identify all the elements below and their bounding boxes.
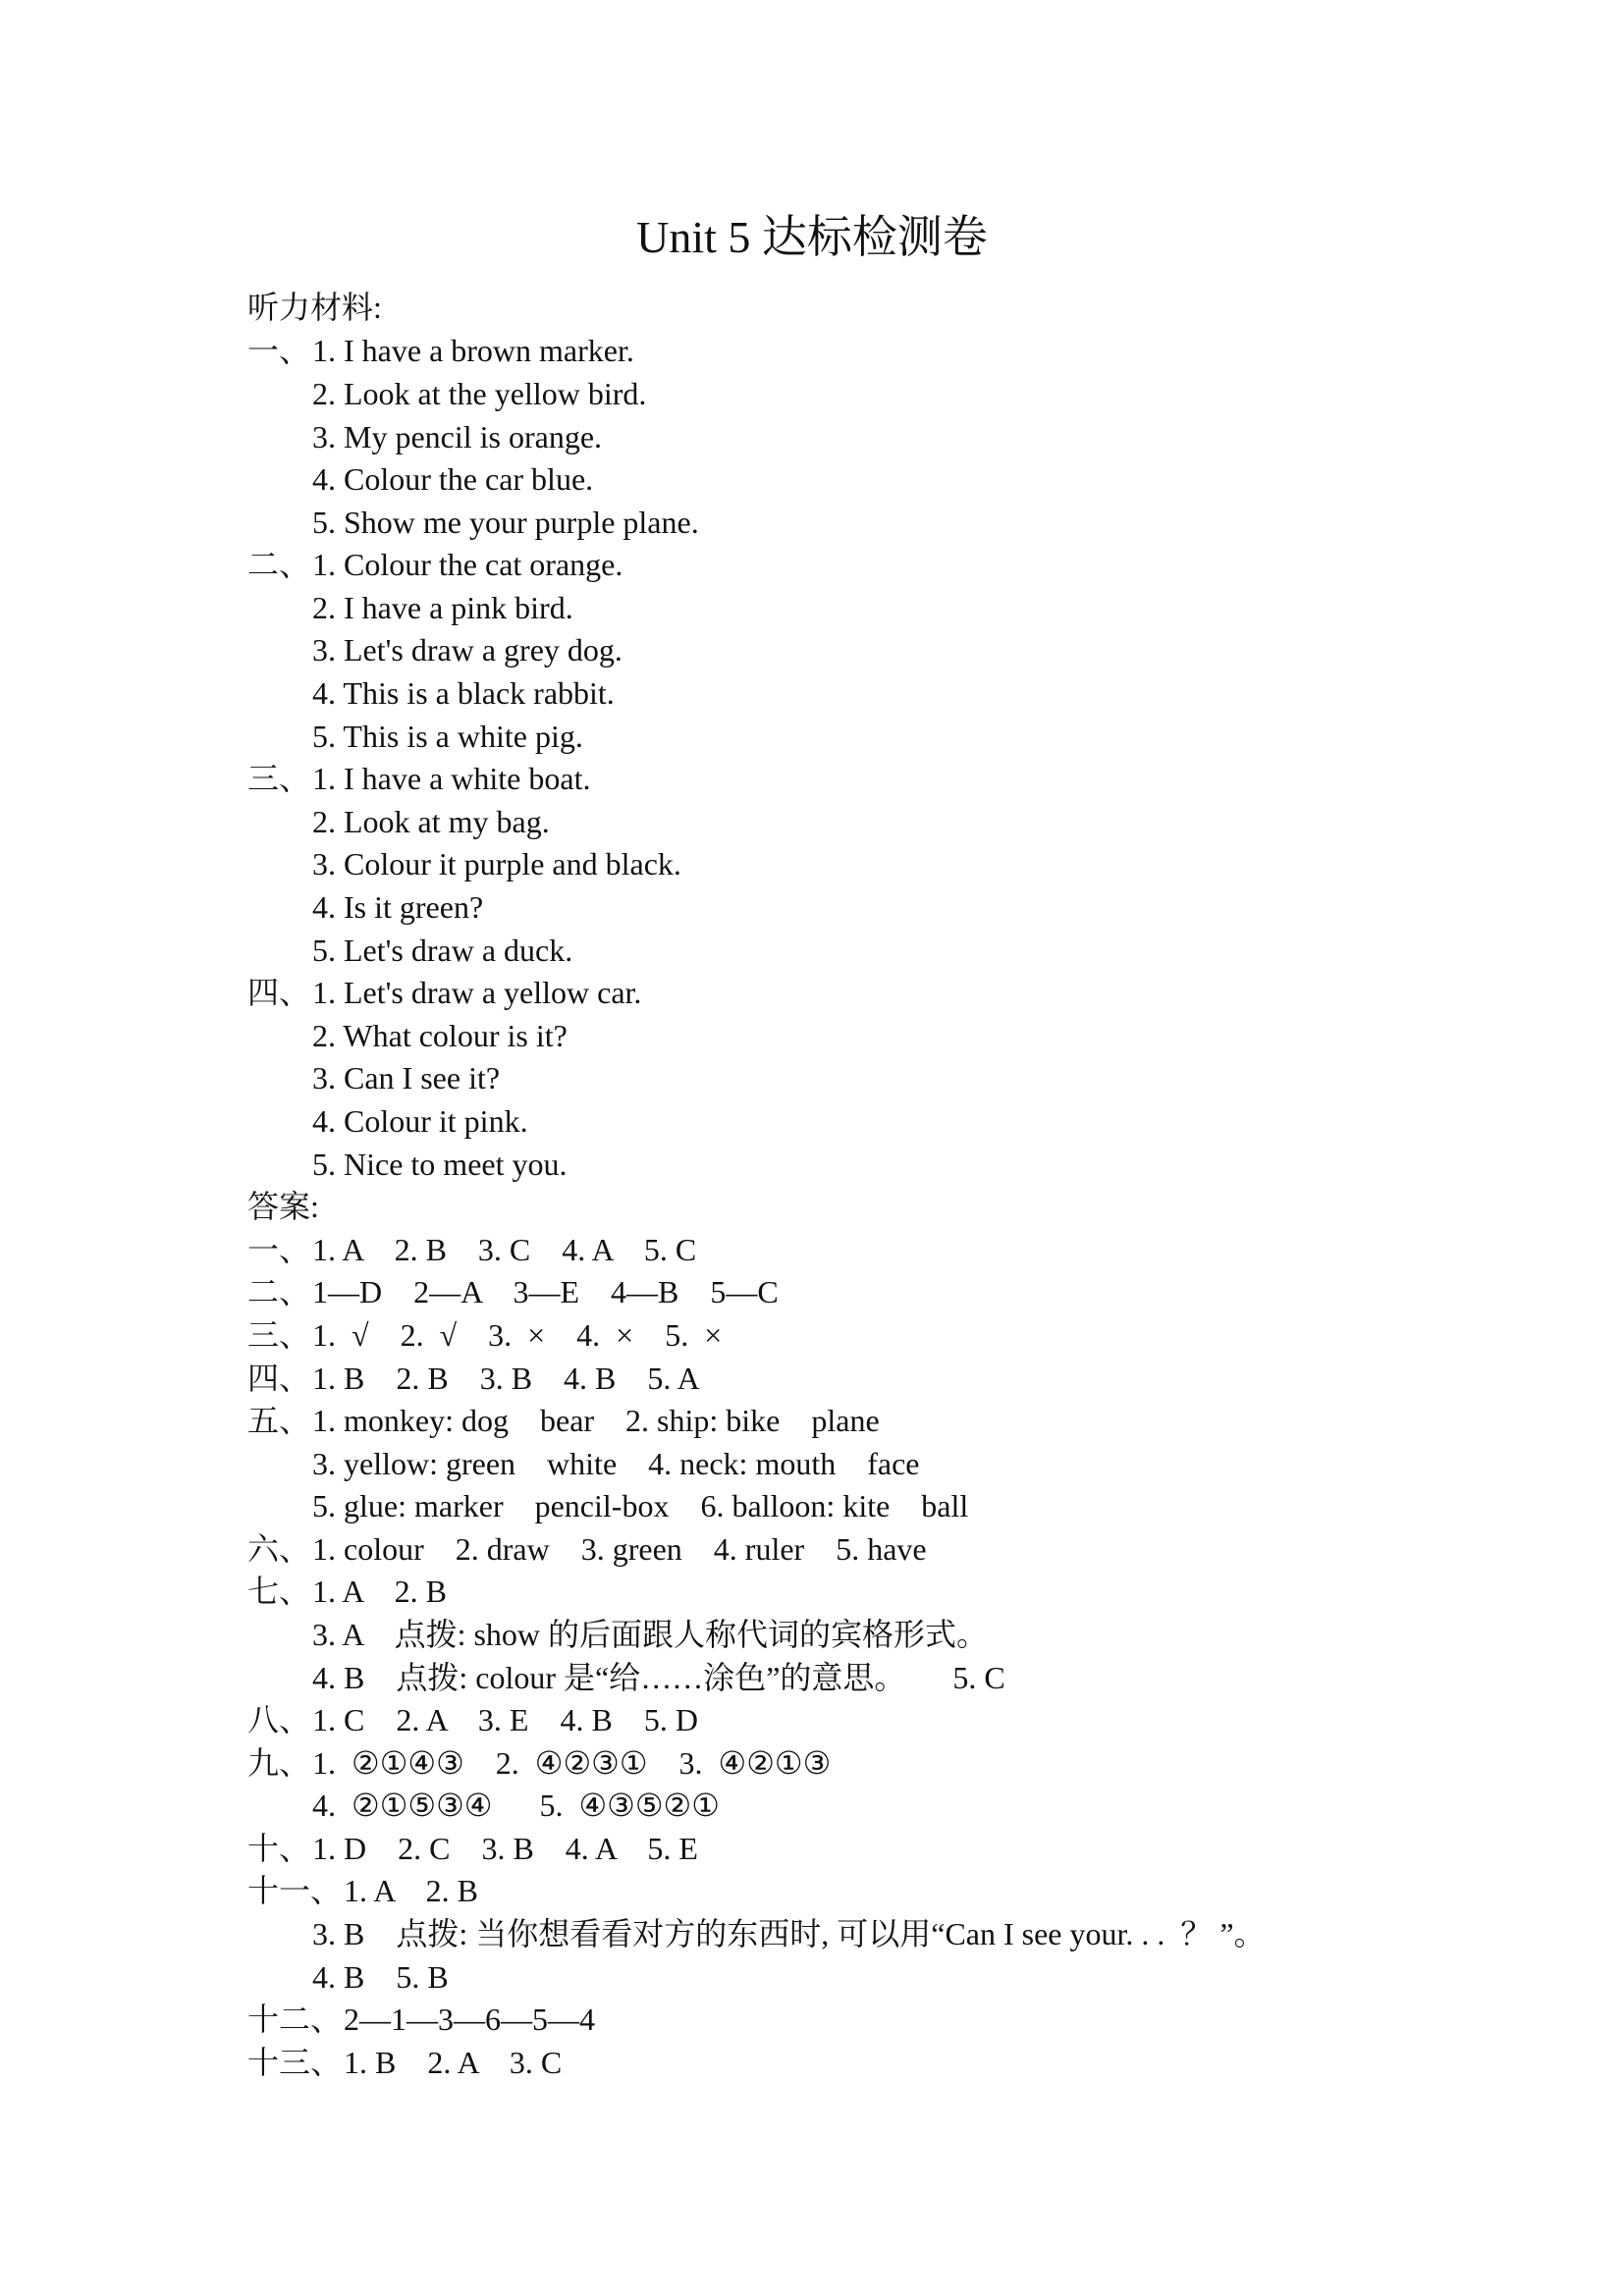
answer-text: 1. A 2. B: [344, 1873, 478, 1908]
answer-text: 1. monkey: dog bear 2. ship: bike plane: [312, 1403, 880, 1438]
answer-text: 1. A 2. B 3. C 4. A 5. C: [312, 1232, 697, 1267]
answer-text: 4. ②①⑤③④ 5. ④③⑤②①: [312, 1788, 720, 1823]
listening-heading: 听力材料:: [247, 290, 382, 325]
section-prefix: 二、: [247, 547, 311, 582]
listening-item: 4. This is a black rabbit.: [312, 675, 615, 711]
listening-item: 1. Colour the cat orange.: [312, 547, 623, 582]
listening-item: 3. Can I see it?: [312, 1060, 501, 1095]
answer-text: 1. ②①④③ 2. ④②③① 3. ④②①③: [312, 1745, 832, 1781]
listening-item: 5. Let's draw a duck.: [312, 933, 573, 968]
section-prefix: 五、: [247, 1403, 311, 1438]
answer-text: 1. D 2. C 3. B 4. A 5. E: [312, 1831, 698, 1866]
answer-text: 1. √ 2. √ 3. × 4. × 5. ×: [312, 1317, 723, 1353]
listening-item: 1. I have a white boat.: [312, 761, 591, 796]
section-prefix: 四、: [247, 1361, 311, 1396]
listening-item: 4. Is it green?: [312, 889, 484, 925]
listening-item: 2. Look at my bag.: [312, 804, 550, 839]
answer-text: 1. B 2. A 3. C: [344, 2045, 563, 2080]
listening-item: 4. Colour the car blue.: [312, 461, 594, 497]
section-prefix: 三、: [247, 1317, 311, 1353]
answer-text: 1. colour 2. draw 3. green 4. ruler 5. have: [312, 1531, 927, 1567]
section-prefix: 九、: [247, 1745, 311, 1781]
section-prefix: 一、: [247, 1232, 311, 1267]
listening-item: 5. Nice to meet you.: [312, 1147, 568, 1182]
listening-item: 5. Show me your purple plane.: [312, 505, 699, 540]
listening-item: 5. This is a white pig.: [312, 719, 583, 754]
section-prefix: 十二、: [247, 2002, 343, 2037]
answer-text: 1. A 2. B: [312, 1574, 447, 1609]
listening-item: 1. Let's draw a yellow car.: [312, 975, 642, 1010]
section-prefix: 一、: [247, 333, 311, 368]
listening-item: 1. I have a brown marker.: [312, 333, 634, 368]
answer-line: [0, 2041, 563, 2170]
answer-text: 4. B 5. B: [312, 1959, 449, 1995]
section-prefix: 十、: [247, 1831, 311, 1866]
answer-text: 2—1—3—6—5—4: [344, 2002, 595, 2037]
section-prefix: 八、: [247, 1702, 311, 1737]
listening-item: 3. Let's draw a grey dog.: [312, 632, 623, 667]
page-title: Unit 5 达标检测卷: [636, 212, 988, 262]
listening-item: 2. What colour is it?: [312, 1018, 568, 1053]
section-prefix: 三、: [247, 761, 311, 796]
answer-text: 4. B 点拨: colour 是“给……涂色”的意思。 5. C: [312, 1660, 1005, 1695]
listening-item: 4. Colour it pink.: [312, 1103, 528, 1139]
section-prefix: 十一、: [247, 1873, 343, 1908]
section-prefix: 二、: [247, 1274, 311, 1309]
answer-text: 1—D 2—A 3—E 4—B 5—C: [312, 1274, 779, 1309]
section-prefix: 十三、: [247, 2045, 343, 2080]
listening-item: 2. I have a pink bird.: [312, 590, 573, 625]
answer-text: 1. B 2. B 3. B 4. B 5. A: [312, 1361, 700, 1396]
section-prefix: 七、: [247, 1574, 311, 1609]
listening-item: 3. My pencil is orange.: [312, 419, 603, 454]
section-prefix: 六、: [247, 1531, 311, 1567]
answer-text: 3. B 点拨: 当你想看看对方的东西时, 可以用“Can I see your. . . ？ ”。: [312, 1916, 1266, 1951]
listening-item: 3. Colour it purple and black.: [312, 846, 681, 881]
answer-text: 3. yellow: green white 4. neck: mouth face: [312, 1446, 920, 1481]
answer-text: 5. glue: marker pencil‐box 6. balloon: kite ball: [312, 1488, 969, 1523]
answer-text: 1. C 2. A 3. E 4. B 5. D: [312, 1702, 698, 1737]
listening-item: 2. Look at the yellow bird.: [312, 376, 647, 411]
section-prefix: 四、: [247, 975, 311, 1010]
answer-text: 3. A 点拨: show 的后面跟人称代词的宾格形式。: [312, 1617, 989, 1652]
answers-heading: 答案:: [247, 1189, 319, 1224]
